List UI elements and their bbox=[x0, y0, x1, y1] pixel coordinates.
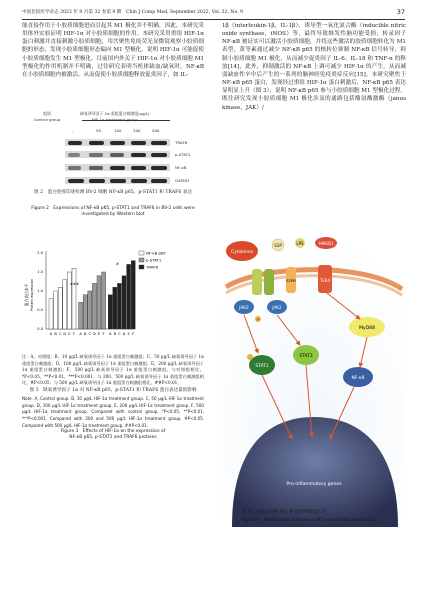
figure-3-note-cn: 注：A，对照组；B，10 μg/L 缺氧诱导因子 1α 重组蛋白刺激组；C，50 μg/L 缺氧诱导因子 1α 重组蛋白刺激组；D，100 μg/L 缺氧诱导因子 1α 重组蛋白刺激组；E，200 μg/L 缺氧诱导因子 1α 重组蛋白刺激组；F，500 μg/L 缺氧诱导因子 1α 重组蛋白刺激组。与对照组相比，*P<0.05，**P<0.01，***P<0.001；与 200、500 μg/L 缺氧诱导因子 1α 重组蛋白刺激组相比，#P<0.05；与 500 μg/L 缺氧诱导因子 1α 重组蛋白刺激组相比，##P<0.01。 bbox=[22, 354, 204, 386]
figure-3-caption-cn: 图 3 缺氧诱导因子 1α 对 NF-κB p65、p-STAT1 和 TRAF6 蛋白表达量的影响 bbox=[29, 387, 197, 393]
y-tick-1.5: 1.5 bbox=[37, 270, 43, 274]
pro-inflammatory-label: Pro-inflammatory genes bbox=[286, 482, 342, 487]
body-paragraph-left: 能直接作用于小胶质细胞进而引起其 M1 极化并不明确，因此，本研究采用体外实验证明 HIF-1α 对小胶质细胞的作用。本研究采用重组 HIF-1α 蛋白刺激并直接刺激小胶质细胞，用共聚焦免疫荧光显微镜观察小胶质细胞的形态，发现小胶质细胞形态偏向 M1 型极化，说明 HIF-1α 可能促使小胶质细胞发生 M1 型极化。目前国内外关于 HIF-1α 对小胶质细胞 M1 型极化的作用机制并不明确，过往研究表明当机体缺血/缺氧时，NF-κB 在小胶质细胞内被激活，从而促使小胶质细胞释放促炎因子，如 IL- bbox=[22, 23, 204, 78]
bar-nfkb-5 bbox=[72, 268, 76, 329]
x-tick-label: C bbox=[88, 332, 92, 336]
x-tick-label: B bbox=[83, 332, 87, 336]
y-axis-label-cn: 蛋白表达水平 bbox=[24, 283, 29, 307]
y-tick-0.0: 0.0 bbox=[37, 327, 43, 331]
myd88-label: MyD88 bbox=[358, 326, 376, 331]
jak2-label-2: JAK2 bbox=[272, 305, 282, 310]
figure-2-western-blot bbox=[22, 111, 204, 243]
bar-pstat1-0 bbox=[79, 302, 83, 329]
nfkb-label: NF-κB bbox=[351, 376, 365, 381]
y-tick-1.0: 1.0 bbox=[37, 289, 43, 293]
x-tick-label: D bbox=[93, 332, 96, 336]
y-tick-0.5: 0.5 bbox=[37, 308, 43, 312]
dose-100: 100 bbox=[114, 128, 122, 133]
jak2-label: JAK2 bbox=[239, 305, 249, 310]
header-rule bbox=[22, 19, 405, 20]
s1p-label: S1P bbox=[274, 243, 282, 248]
figure-4-diagram bbox=[222, 227, 406, 527]
bar-traf6-3 bbox=[122, 276, 126, 329]
x-tick-label: F bbox=[132, 332, 135, 336]
legend-swatch-traf6 bbox=[139, 265, 144, 269]
band-label-nfkb: NF-κB bbox=[175, 165, 187, 170]
bar-traf6-5 bbox=[131, 261, 135, 329]
hmgb1-label: HMGB1 bbox=[318, 241, 334, 246]
s1pr-label: S1PR bbox=[286, 278, 296, 283]
lps-label: LPS bbox=[296, 241, 304, 246]
band-label-gapdh: GAPDH bbox=[175, 178, 189, 183]
cytokines-label: Cytokines bbox=[230, 250, 254, 255]
receptor-1 bbox=[252, 269, 262, 295]
legend-pstat1: p-STAT1 bbox=[146, 257, 162, 263]
dose-200: 200 bbox=[133, 128, 141, 133]
band-pstat1 bbox=[65, 151, 170, 158]
x-tick-label: E bbox=[127, 332, 130, 336]
bar-pstat1-4 bbox=[97, 276, 101, 329]
treatment-bracket bbox=[82, 120, 170, 121]
figure-2-caption-cn: 图 2 蛋白免疫印迹检测 BV-2 细胞 NF-κB p65、p-STAT1 和 TRAF6 表达 bbox=[34, 190, 192, 195]
figure-3-text bbox=[22, 354, 204, 441]
figure-3-chart bbox=[22, 243, 204, 351]
phospho-label-1: P bbox=[257, 317, 259, 322]
bar-pstat1-2 bbox=[88, 291, 92, 329]
page-number: 37 bbox=[396, 8, 405, 16]
x-tick-label: E bbox=[68, 332, 71, 336]
dose-control: - bbox=[72, 128, 74, 133]
bar-nfkb-1 bbox=[54, 291, 58, 329]
sig-mark-2: # bbox=[116, 262, 120, 266]
legend-nfkb: NF-κB p65 bbox=[146, 250, 166, 256]
band-label-pstat1: p-STAT1 bbox=[175, 152, 191, 157]
dose-50: 50 bbox=[96, 128, 101, 133]
right-column bbox=[222, 22, 406, 112]
bar-traf6-0 bbox=[108, 295, 112, 329]
band-nfkb bbox=[65, 164, 170, 171]
legend-traf6: TRAF6 bbox=[146, 264, 159, 270]
stat3-label: STAT3 bbox=[299, 354, 313, 359]
bar-nfkb-4 bbox=[67, 272, 71, 329]
x-tick-label: A bbox=[108, 332, 112, 336]
x-tick-label: F bbox=[72, 332, 76, 336]
figure-3-caption-en-2: NF-κB p65, p-STAT1 and TRAF6 proteins bbox=[69, 435, 157, 441]
running-header bbox=[22, 9, 405, 15]
left-column bbox=[22, 22, 204, 79]
bar-traf6-4 bbox=[127, 264, 131, 329]
bar-pstat1-1 bbox=[83, 295, 87, 329]
bar-nfkb-0 bbox=[49, 299, 53, 329]
band-gapdh bbox=[65, 177, 170, 184]
figure-4-caption-en: Figure 4 Mechanistic diagram of M1 polarization in microglia bbox=[242, 518, 378, 523]
stat1-label: STAT1 bbox=[255, 364, 269, 369]
bar-pstat1-5 bbox=[102, 272, 106, 329]
tlr4-label: TLR4 bbox=[320, 278, 330, 283]
x-tick-label: A bbox=[49, 332, 53, 336]
x-tick-label: B bbox=[113, 332, 117, 336]
x-tick-label: E bbox=[97, 332, 101, 336]
figure-3-note-en: Note. A, Control group. B, 10 μg/L HIF-1α treatment group. C, 50 μg/L HIF-1α treatment group. D, 100 μg/L HIF-1α treatment group. E, 200 μg/L HIF-1α treatment group. F, 500 μg/L HIF-1α treatment group. Compared with control group, *P<0.05, **P<0.01, ***P<0.001. Compared with 200 and 500 μg/L HIF-1α treatment group, #P<0.05. Compared with 500 μg/L HIF-1α treatment group, ##P<0.01. bbox=[22, 396, 204, 428]
body-paragraph-right: 1β（interleukin-1β，IL-1β）、诱导型一氧化氮合酶（inducible nitric oxide synthase，iNOS）等，最终导致继发性脑功能受损；转录因子 NF-κB 被证实可以激活小胶质细胞，并将这些激活的胶质细胞转化为 M1 表型，黄等素通过减少 NF-κB p65 的核转位抑制 NF-κB 信号转导，抑制小胶质细胞 M1 极化，从而减少促炎因子 IL-6、IL-18 和 TNF-α 的释放[14]，此外，抑制激活的 NF-κB 上调可减少 HIF-1α 的产生，从而减弱缺血性卒中后产生的一系列的脑神经免疫炎症反应[15]。本研究聚焦于 NF-κB p65 蛋白，发现经过重组 HIF-1α 蛋白刺激后，NF-κB p65 表达显明显上升（图 3），说明 NF-κB p65 参与小胶质细胞 M1 型极化过程。既往研究发现小胶质细胞 M1 极化涉及的通路包括酪氨酸激酶（janus kinase，JAK）/ bbox=[222, 23, 406, 111]
group-label: 组别 Control group bbox=[33, 111, 61, 122]
x-tick-label: D bbox=[63, 332, 67, 336]
band-label-traf6: TRAF6 bbox=[175, 140, 188, 145]
journal-header: 中国比较医学杂志 2022 年 9 月第 32 卷第 9 期 Chin J Comp Med, September 2022, Vol. 32, No. 9 bbox=[22, 10, 243, 15]
bar-nfkb-3 bbox=[63, 280, 67, 329]
legend-swatch-pstat1 bbox=[139, 258, 144, 262]
bar-traf6-1 bbox=[113, 287, 117, 329]
bar-pstat1-3 bbox=[92, 283, 96, 329]
legend-swatch-nfkb bbox=[139, 251, 144, 255]
x-tick-label: C bbox=[58, 332, 62, 336]
x-tick-label: F bbox=[102, 332, 105, 336]
treatment-label: 缺氧诱导因子 1α 重组蛋白刺激组(μg/L) HIF-1α treatment group bbox=[80, 111, 150, 122]
x-tick-label: A bbox=[79, 332, 82, 336]
sig-mark-1: ### bbox=[70, 282, 80, 286]
band-traf6 bbox=[65, 139, 170, 146]
dose-500: 500 bbox=[152, 128, 160, 133]
figure-3-caption-en-1: Figure 3 Effects of HIF-1α on the expression of bbox=[60, 429, 166, 435]
x-tick-label: C bbox=[118, 332, 121, 336]
figure-2-caption-en: Figure 2 Expressions of NF-κB p65, p-STAT1 and TRAF6 in BV-2 cells were investigated by Western blot bbox=[31, 206, 195, 217]
phospho-2 bbox=[247, 354, 253, 360]
bar-nfkb-2 bbox=[58, 287, 62, 329]
receptor-2 bbox=[264, 269, 274, 295]
y-axis-label-en: Protein expression bbox=[30, 278, 34, 312]
y-tick-2.0: 2.0 bbox=[37, 251, 43, 255]
x-tick-label: D bbox=[122, 332, 126, 336]
figure-4-caption-cn: 图 4 小胶质细胞 M1 极化的机制图[13] bbox=[242, 510, 327, 515]
x-tick-label: B bbox=[54, 332, 57, 336]
bar-traf6-2 bbox=[117, 283, 121, 329]
